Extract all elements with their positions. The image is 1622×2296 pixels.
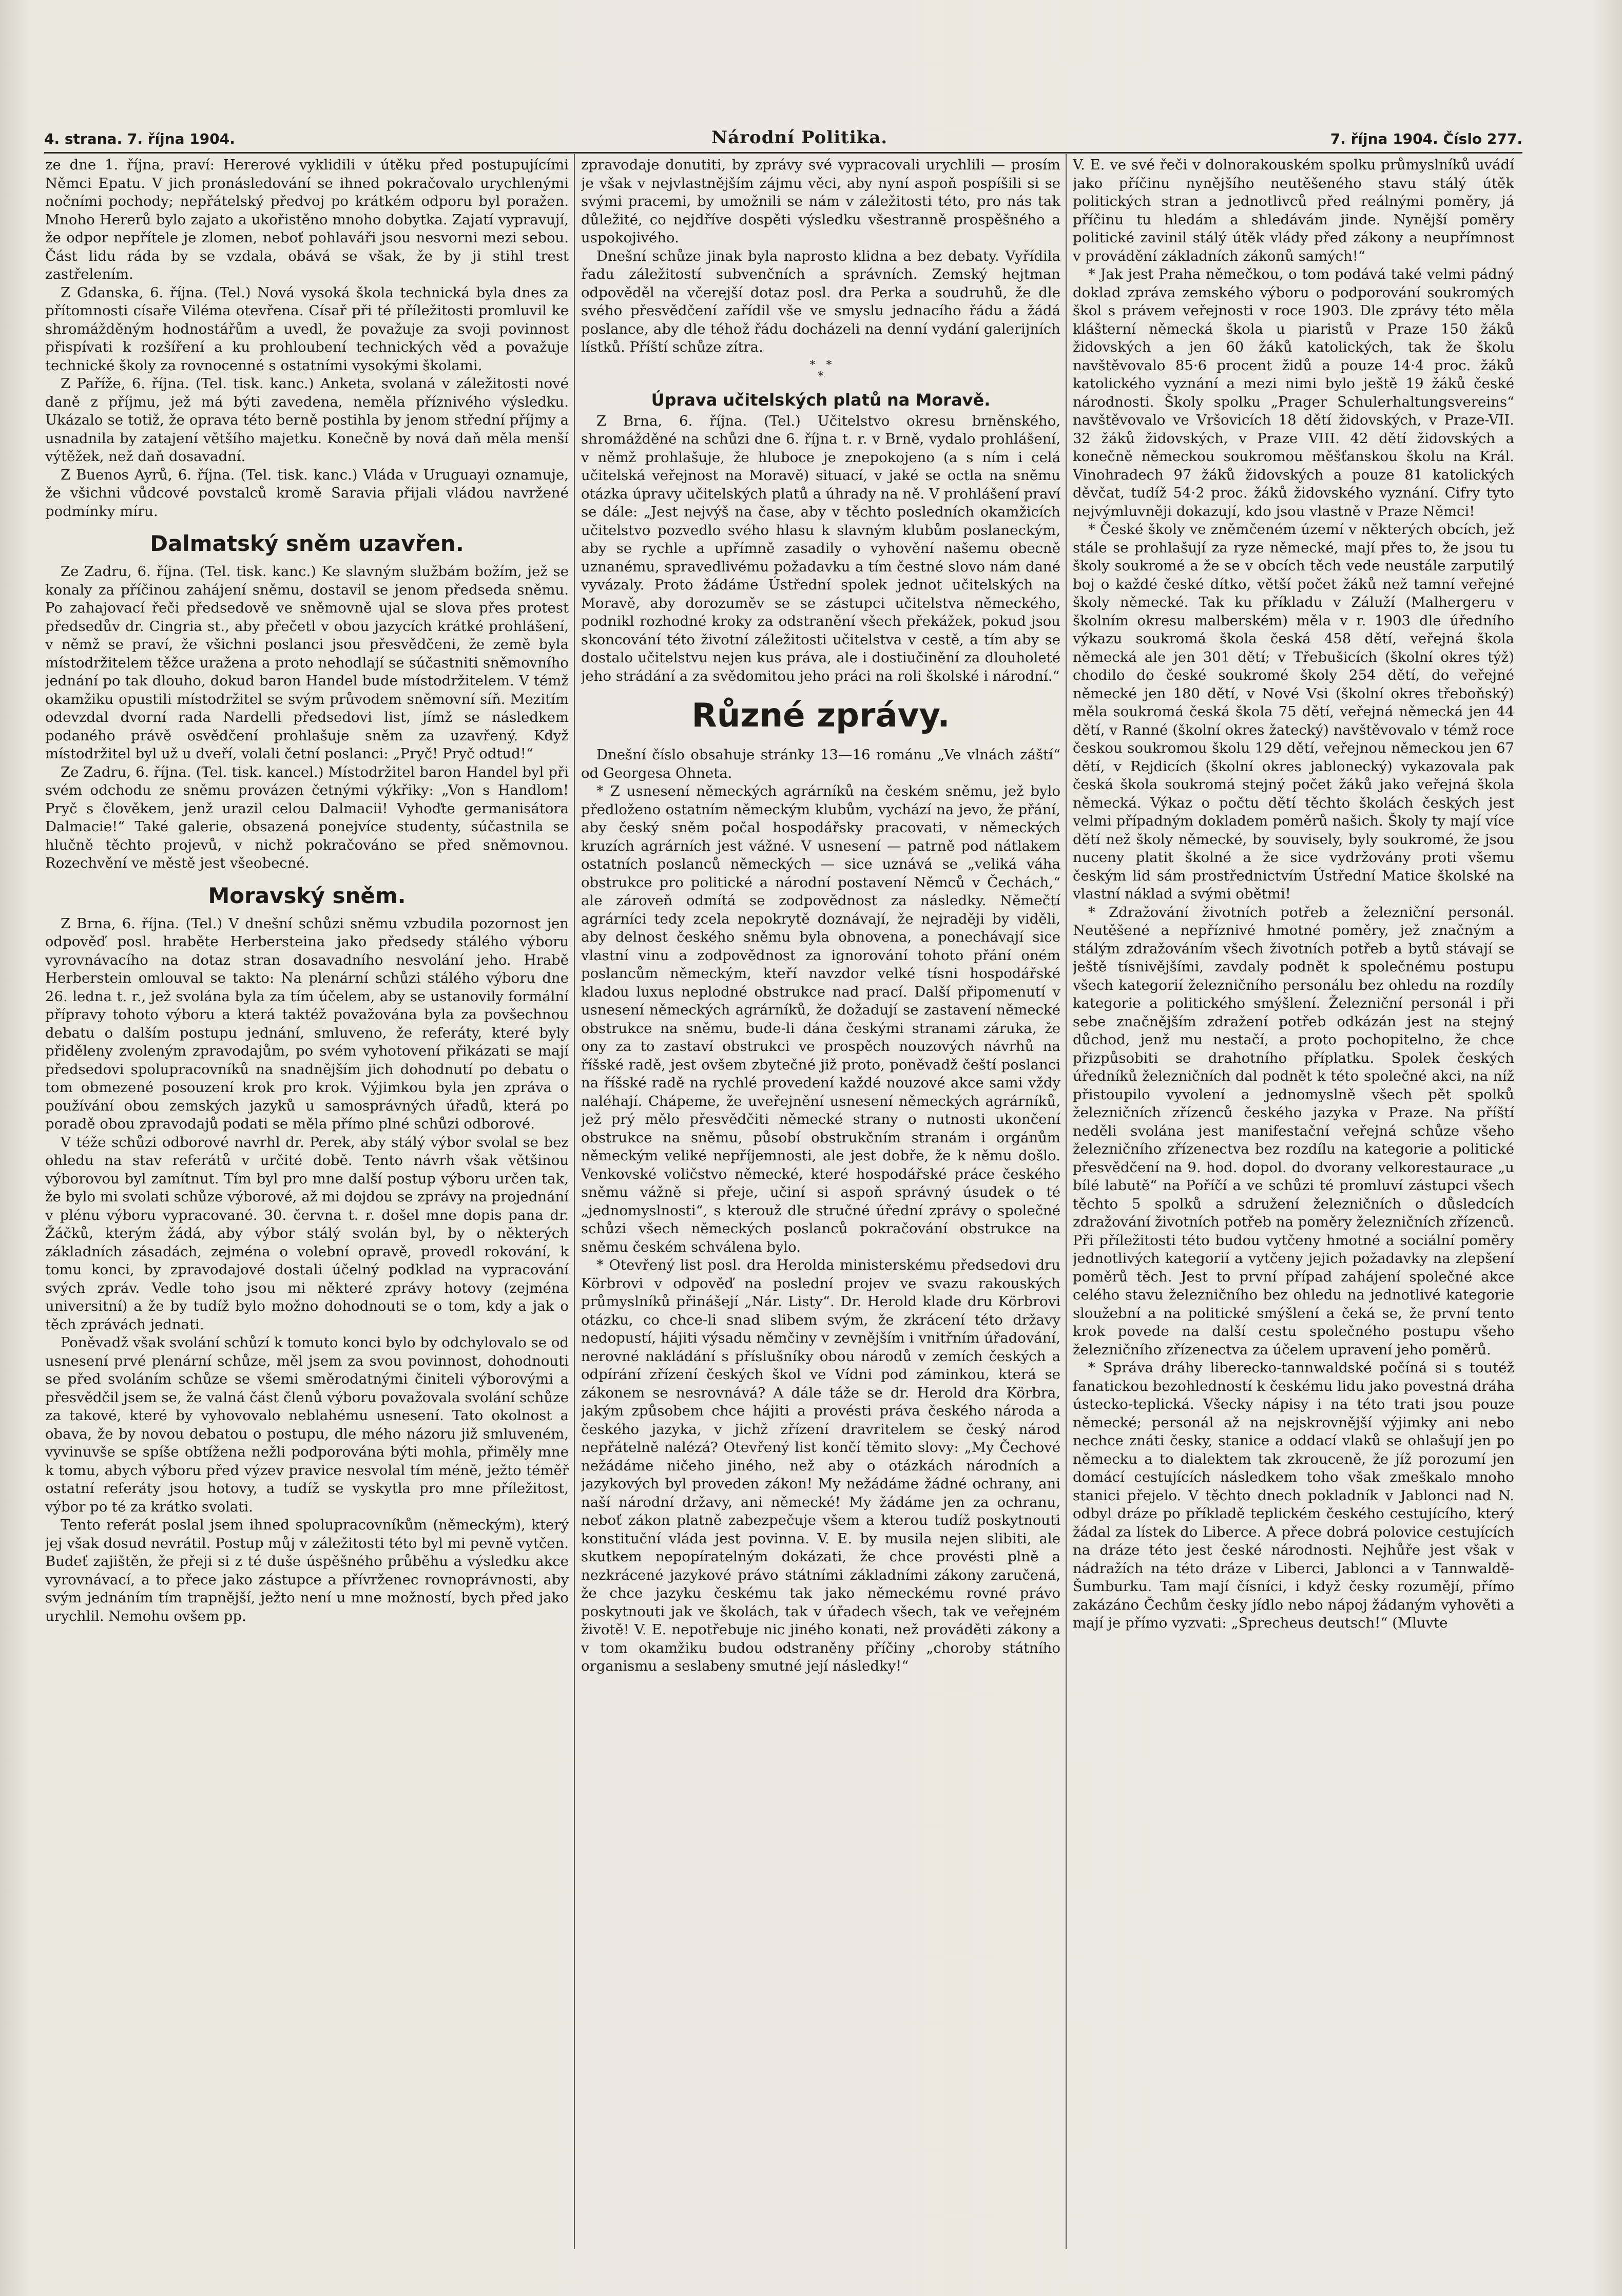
article-paragraph: * Jak jest Praha němečkou, o tom podává také velmi pádný doklad zpráva zemského výboru o podporování soukromých škol s právem veřejnosti v roce 1903. Dle zprávy této měla klášterní německá škola u piaristů v Praze 150 žáků židovských a jen 60 žáků katolických, tak že školu navštěvovalo 85·6 procent židů a pouze 14·4 proc. žáků katolického vyznání a mezi nimi bylo ještě 19 žáků české národnosti. Školy spolku „Prager Schulerhaltungsvereins“ navštěvovalo ve Vršovicích 18 dětí židovských, v Praze-VII. 32 žáků židovských, v Praze VIII. 42 dětí židovských a konečně německou soukromou měšťanskou školu na Král. Vinohradech 97 žáků židovských a pouze 81 katolických děvčat, tudíž 54·2 proc. žáků židovského vyznání. Cifry tyto nejvýmluvněji dokazují, kdo jsou vlastně v Praze Němci! <box>1073 266 1514 520</box>
page-header <box>44 127 1522 151</box>
article-paragraph: ze dne 1. října, praví: Hererové vyklidili v útěku před postupujícími Němci Epatu. V jich pronásledování se ihned pokračovalo urychlenými nočními pochody; nepřátelský předvoj po krátkém odporu byl poražen. Mnoho Hererů bylo zajato a ukořistěno mnoho dobytka. Zajatí vypravují, že odpor nepřítele je zlomen, neboť pohlaváři jsou nesvorni mezi sebou. Část lidu ráda by se vzdala, obává se však, že by ji stihl trest zastřelením. <box>45 157 569 282</box>
page-number: 4. strana. 7. října 1904. <box>44 130 235 147</box>
article-paragraph: * Správa dráhy liberecko-tannwaldské počíná si s toutéž fanatickou bezohledností k českému lidu jako povestná dráha ústecko-teplická. Všecky nápisy i na této trati jsou pouze německé; personál až na nejskrovnější výjimky ani nebo nechce znáti česky, stanice a oddací vlaků se ohlašují jen po německu a to dialektem tak zkrouceně, že jíž porozumí jen domácí cestujících následkem toho však zmeškalo mnoho stanici přejelo. V těchto dnech pokladník v Jablonci nad N. odbyl dráze po příkladě teplickém českého cestujícího, který žádal za lístek do Liberce. A přece dobrá polovice cestujících na dráze této jest české národnosti. Nejhůře jest však v nádražích na této dráze v Liberci, Jablonci a v Tannwaldě-Šumburku. Tam mají čísníci, i když česky rozumějí, přímo zakázáno Čechům česky jídlo nebo nápoj žádaným vyhověti a mají je přímo vyzvati: „Sprecheus deutsch!“ (Mluvte <box>1073 1360 1514 1631</box>
article-paragraph: Z Gdanska, 6. října. (Tel.) Nová vysoká škola technická byla dnes za přítomnosti císaře Viléma otevřena. Císař při té příležitosti promluvil ke shromážděným hodnostářům a uvedl, že považuje za svoji povinnost přispívati k rozšíření a ku prohloubení technických věd a považuje technické školy za rovnocenné s ostatními vysokými školami. <box>45 284 569 374</box>
article-paragraph: * České školy ve zněmčeném území v některých obcích, jež stále se prohlašují za ryze německé, mají přes to, že jsou tu školy soukromé a že se v obcích těch vede neustále zarputilý boj o každé české dítko, větší počet žáků než tamní veřejné školy německé. Tak ku příkladu v Záluží (Malhergeru v školním okresu malberském) měla v r. 1903 dle úředního výkazu soukromá škola česká 458 dětí, veřejná škola německá ale jen 301 dětí; v Třebušicích (školní okres týž) chodilo do české soukromé školy 254 dětí, do veřejné německé jen 180 dětí, v Nové Vsi (školní okres třeboňský) měla soukromá česká škola 75 dětí, veřejná německá jen 44 dětí, v Ranné (školní okres žatecký) navštěvovalo v témž roce českou soukromou školu 129 dětí, veřejnou německou jen 67 dětí, v Rejdicích (školní okres jablonecký) vykazovala pak česká škola soukromá stejný počet žáků jako veřejná škola německá. Výkaz o počtu dětí těchto školách českých jest velmi případným dokladem poměrů našich. Školy ty mají více dětí než školy německé, by souvisely, byly soukromé, že jsou nuceny platit školné a že sice vydržovány proti všemu českým lid sám prostřednictvím Ústřední Matice školské na vlastní náklad a svými obětmi! <box>1073 521 1514 902</box>
column-1 <box>45 156 569 2266</box>
article-paragraph: Z Paříže, 6. října. (Tel. tisk. kanc.) Anketa, svolaná v záležitosti nové daně z příjmu, jež má býti zavedena, neměla příznivého výsledku. Ukázalo se totiž, že oprava této berně postihla by jenom střední příjmy a usnadnila by zatajení většího majetku. Konečně by nová daň měla menší výtěžek, než daň dosavadní. <box>45 375 569 465</box>
article-paragraph: Z Brna, 6. října. (Tel.) Učitelstvo okresu brněnského, shromážděné na schůzi dne 6. října t. r. v Brně, vydalo prohlášení, v němž prohlašuje, že hluboce je znepokojeno (a s ním i celá učitelská veřejnost na Moravě) situací, v jaké se octla na sněmu otázka úpravy učitelských platů a úhrady na ně. V prohlášení praví se dále: „Jest nejvýš na čase, aby v těchto posledních okamžicích učitelstvo pozvedlo svého hlasu k slavným klubům poslaneckým, aby se rychle a upřímně zasadily o vyhovění našemu obecně uznanému, spravedlivému požadavku a tím čestné slovo nám dané vyvázaly. Proto žádáme Ústřední spolek jednot učitelských na Moravě, aby dorozuměv se se zástupci učitelstva německého, podnikl rozhodné kroky za odstranění všech překážek, pokud jsou skoncování této životní záležitosti učitelstva v cestě, a tím aby se dostalo učitelstvu nejen kus práva, ale i dostiučinění za dlouholeté jeho strádání a za svědomitou jeho práci na roli školské i národní.“ <box>581 412 1060 684</box>
article-paragraph: * Zdražování životních potřeb a železniční personál. Neutěšené a nepříznivé hmotné poměry, jež značným a stálým zdražováním všech životních potřeb a bytů stávají se ještě tísnivějšími, zavdaly podnět k společnému postupu všech kategorií železničního personálu bez ohledu na rozdíly kategorie a politického smýšlení. Železniční personál i při sebe značnějším zdražení potřeb odkázán jest na stejný důchod, jenž mu nestačí, a proto pochopitelno, že chce přizpůsobiti se drahotního příplatku. Spolek českých úředníků železničních dal podnět k této společné akci, na níž přistoupilo vyvolení a jednomyslně všech pět spolků železničních zřízenců českého jazyka v Praze. Na příští neděli svolána jest manifestační veřejná schůze všeho železničního zřízenectva bez rozdílu na kategorie a politické přesvědčení na 9. hod. dopol. do dvorany velkorestaurace „u bílé labutě“ na Poříčí a ve schůzi té promluví zástupci všech těchto 5 spolků a sdružení železničních o důsledcích zdražování životních potřeb na poměry železničních zřízenců. Při příležitosti této budou vytčeny hmotné a sociální poměry jednotlivých kategorií a vytčeny jejich požadavky na zlepšení poměrů těch. Jest to první případ zahájení společné akce celého stavu železničního bez ohledu na jednotlivé kategorie sloužební a na politické smýšlení a čeká se, že první tento krok povede na další cestu společného postupu všeho železničního zřízenectva za účelem upravení jeho poměrů. <box>1073 904 1514 1358</box>
article-paragraph: Ze Zadru, 6. října. (Tel. tisk. kanc.) Ke slavným službám božím, jež se konaly za příčinou zahájení sněmu, dostavil se jenom předseda sněmu. Po zahajovací řeči předsedově ve sněmovně ujal se slova přes protest předsedův dr. Cingria st., aby přečetl v obou jazycích krátké prohlášení, v němž se praví, že všichni poslanci jsou přesvědčeni, že země byla místodržitelem těžce uražena a proto nehodlají se súčastniti sněmovního jednání po tak dlouho, dokud baron Handel bude místodržitelem. V témž okamžiku opustili místodržitel se svým průvodem sněmovní síň. Mezitím odevzdal dvorní rada Nardelli předsedovi list, jímž se následkem podaného právě osvědčení prohlašuje sněm za uzavřený. Když místodržitel byl už u dveří, volali četní poslanci: „Pryč! Pryč odtud!“ <box>45 563 569 762</box>
issue-number: 7. října 1904. Číslo 277. <box>1330 130 1522 147</box>
article-paragraph: Dnešní číslo obsahuje stránky 13—16 románu „Ve vlnách záští“ od Georgesa Ohneta. <box>581 747 1060 781</box>
article-paragraph: Ze Zadru, 6. října. (Tel. tisk. kancel.) Místodržitel baron Handel byl při svém odchodu ze sněmu provázen četnými výkřiky: „Von s Handlom! Pryč s člověkem, jenž urazil celou Dalmacii! Vyhoďte germanisátora Dalmacie!“ Také galerie, obsazená ponejvíce studenty, súčastnila se hlučně těchto projevů, v nichž pokračováno se před sněmovnou. Rozechvění ve městě jest všeobecné. <box>45 763 569 871</box>
article-paragraph: Z Buenos Ayrů, 6. října. (Tel. tisk. kanc.) Vláda v Uruguayi oznamuje, že všichni vůdcové povstalců kromě Saravia přijali vládou navržené podmínky míru. <box>45 466 569 520</box>
article-paragraph: Poněvadž však svolání schůzí k tomuto konci bylo by odchylovalo se od usnesení prvé plenární schůze, měl jsem za svou povinnost, dohodnouti se před svoláním schůze se všemi směrodatnými činiteli výborovými a přesvědčil jsem se, že valná část členů výboru považovala svolání schůze za takové, které by vyhovovalo neblahému usnesení. Tato okolnost a obava, že by novou debatou o postupu, dle mého názoru již smluveném, vyvinuvše se spíše obtížena nežli podporována býti mohla, přiměly mne k tomu, abych výboru před výzev pravice nesvolal tím méně, ježto téměř ostatní referáty jsou hotovy, a tudíž se vyskytla pro mne příležitost, výbor po té za krátko svolati. <box>45 1334 569 1515</box>
article-paragraph: * Z usnesení německých agrárníků na českém sněmu, jež bylo předloženo ostatním německým klubům, vychází na jevo, že přání, aby český sněm počal hospodářsky pracovati, v německých kruzích agrárních jest vážné. V usnesení — patrně pod nátlakem ostatních poslanců německých — sice uznává se „veliká váha obstrukce pro politické a národní postavení Němců v Čechách,“ ale zároveň odmítá se zodpovědnost za následky. Němečtí agrárníci tedy zcela nepokrytě doznávají, že nejraději by viděli, aby delnost českého sněmu byla obnovena, a ponechávají sice vlastní vinu a zodpovědnost za ignorování tohoto přání oném poslancům německým, kteří navzdor velké tísni hospodářské kladou luxus neplodné obstrukce nad prací. Další připomenutí v usnesení německých agrárníků, že dožadují se zastavení německé obstrukce na sněmu, bude-li dána českými stranami záruka, že ony za to zastaví obstrukci ve prospěch nouzových návrhů na říšské radě, jest ovšem zbytečné již proto, poněvadž čeští poslanci na říšské radě na rychlé provedení každé nouzové akce sami vždy naléhají. Chápeme, že uveřejnění usnesení německých agrárníků, jež prý mělo přesvědčiti německé strany o nutnosti ukončení obstrukce na sněmu, působí obstrukčním stranám i orgánům německým veliké nepříjemnosti, ale jest dobře, že k němu došlo. Venkovské voličstvo německé, které hospodářské práce českého sněmu vážně si přeje, učiní si aspoň správný úsudek o té „jednomyslnosti“, s kterouž dle stručné úřední zprávy o společné schůzi všech německých poslanců pokračování obstrukce na sněmu českém schválena bylo. <box>581 783 1060 1255</box>
article-paragraph: Tento referát poslal jsem ihned spolupracovníkům (německým), který jej však dosud nevrátil. Postup můj v záležitosti této byl mi pevně vytčen. Budeť zajištěn, že přeji si z té duše úspěšného průběhu a výsledku akce vyrovnávací, a to přece jako zástupce a přívrženec rovnoprávnosti, aby svým jednáním tím trapnější, ježto není u mne možností, bych před jako urychlil. Nemohu ovšem pp. <box>45 1517 569 1624</box>
column-3 <box>1073 156 1514 2266</box>
section-separator-asterisks: * * * <box>809 358 832 383</box>
section-heading-dalmatian-diet: Dalmatský sněm uzavřen. <box>150 531 464 556</box>
section-heading-various-news: Různé zprávy. <box>691 697 950 735</box>
section-heading-moravian-diet: Moravský sněm. <box>208 883 406 908</box>
column-divider <box>574 154 575 2249</box>
column-divider <box>1066 154 1067 2249</box>
column-2 <box>581 156 1060 2266</box>
article-paragraph: Z Brna, 6. října. (Tel.) V dnešní schůzi sněmu vzbudila pozornost jen odpověď posl. hraběte Herbersteina jako předsedy stálého výboru vyrovnávacího na dotaz stran dosavadního nesvolání jeho. Hrabě Herberstein omlouval se takto: Na plenární schůzi stálého výboru dne 26. ledna t. r., jež svolána byla za tím účelem, aby se ustanovily formální přípravy tohoto výboru a která taktéž považována byla za povšechnou debatu o dalším postupu jednání, smluveno, že referáty, které byly přiděleny zvoleným zpravodajům, po svém vyhotovení přikázati se mají předsedovi spolupracovníků na snadnějším jich dohodnutí po debatu o tom obmezené posouzení krok pro krok. Výjimkou byla jen zpráva o používání obou zemských jazyků u samosprávných úřadů, která po poradě obou zpravodajů podati se měla přímo plné schůzi odborové. <box>45 915 569 1132</box>
article-paragraph: V téže schůzi odborové navrhl dr. Perek, aby stálý výbor svolal se bez ohledu na stav referátů v určité době. Tento návrh však většinou výborovou byl zamítnut. Tím byl pro mne další postup výboru určen tak, že bylo mi svolati schůze výborové, až mi dojdou se zprávy na projednání v plénu výboru vypracované. 30. června t. r. došel mne dopis pana dr. Žáčků, kterým žádá, aby výbor stálý svolán byl, by o některých základních zásadách, zejména o volební opravě, provedl rokování, k tomu konci, by zpravodajové dostali účelný podklad na vypracování svých zpráv. Vedle toho jsou mi některé zprávy hotovy (zejména universitní) a že by tudíž bylo možno dohodnouti se o tom, kdy a jak o těch zprávách jednati. <box>45 1134 569 1333</box>
newspaper-title: Národní Politika. <box>711 127 888 148</box>
section-heading-teacher-salaries: Úprava učitelských platů na Moravě. <box>651 390 991 410</box>
article-paragraph: * Otevřený list posl. dra Herolda ministerskému předsedovi dru Körbrovi v odpověď na poslední projev ve svazu rakouských průmyslníků přinášejí „Nár. Listy“. Dr. Herold klade dru Körbrovi otázku, co chce-li snad slibem svým, že zkrácení této državy nedopustí, hájiti výsadu němčiny v zevnějším i vnitřním úřadování, nerovné nakládání s příslušníky obou národů v zemích českých a odpírání zřízení českých škol ve Vídni pod záminkou, která se zákonem se nesrovnává? A dále táže se dr. Herold dra Körbra, jakým způsobem chce hájiti a provésti práva českého národa a českého jazyka, v jichž zřízení dravritelem se český národ nepřátelně nalézá? Otevřený list končí těmito slovy: „My Čechové nežádáme ničeho jiného, než aby o otázkách národních a jazykových byl proveden zákon! My nežádáme žádné ochrany, ani naší národní državy, ani německé! My žádáme jen za ochranu, neboť zákon platně zabezpečuje všem a kterou tudíž poskytnouti konstituční vláda jest povinna. V. E. by musila nejen slibiti, ale skutkem nepopíratelným dokázati, že chce provésti plně a nezkrácené jazykové právo státními základními zákony zaručená, že chce jazyku českému tak jako německému rovné právo poskytnouti jak ve školách, tak v úřadech všech, tak ve veřejném životě! V. E. nepotřebuje nic jiného konati, než prováděti zákony a v tom okamžiku budou odstraněny příčiny „choroby státního organismu a seslabeny smutné její následky!“ <box>581 1257 1060 1674</box>
header-rule <box>44 152 1522 154</box>
article-paragraph: Dnešní schůze jinak byla naprosto klidna a bez debaty. Vyřídila řadu záležitostí subvenčních a správních. Zemský hejtman odpověděl na včerejší dotaz posl. dra Perka a soudruhů, že dle svého přesvědčení zařídil vše ve smyslu jednacího řádu a žádá poslance, aby dle téhož řádu docházeli na denní vydání galerijních lístků. Příští schůze zítra. <box>581 247 1060 355</box>
article-paragraph: zpravodaje donutiti, by zprávy své vypracovali urychlili — prosím je však v nejvlastnějším zájmu věci, aby nyní aspoň pospíšili si se svými pracemi, by umožnili se nám v záležitosti této, pro nás tak důležité, co nejdříve dospěti výsledku všestranně prospěšného a uspokojivého. <box>581 157 1060 246</box>
article-paragraph: V. E. ve své řeči v dolnorakouském spolku průmyslníků uvádí jako příčinu nynějšího neutěšeného stavu stálý útěk politických stran a jednotlivců před reálnými poměry, já příčinu tu hledám a shledávám jinde. Nynější poměry politické zavinil stálý útěk vlády před zákony a neupřímnost v provádění základních zákonů samých!“ <box>1073 157 1514 264</box>
